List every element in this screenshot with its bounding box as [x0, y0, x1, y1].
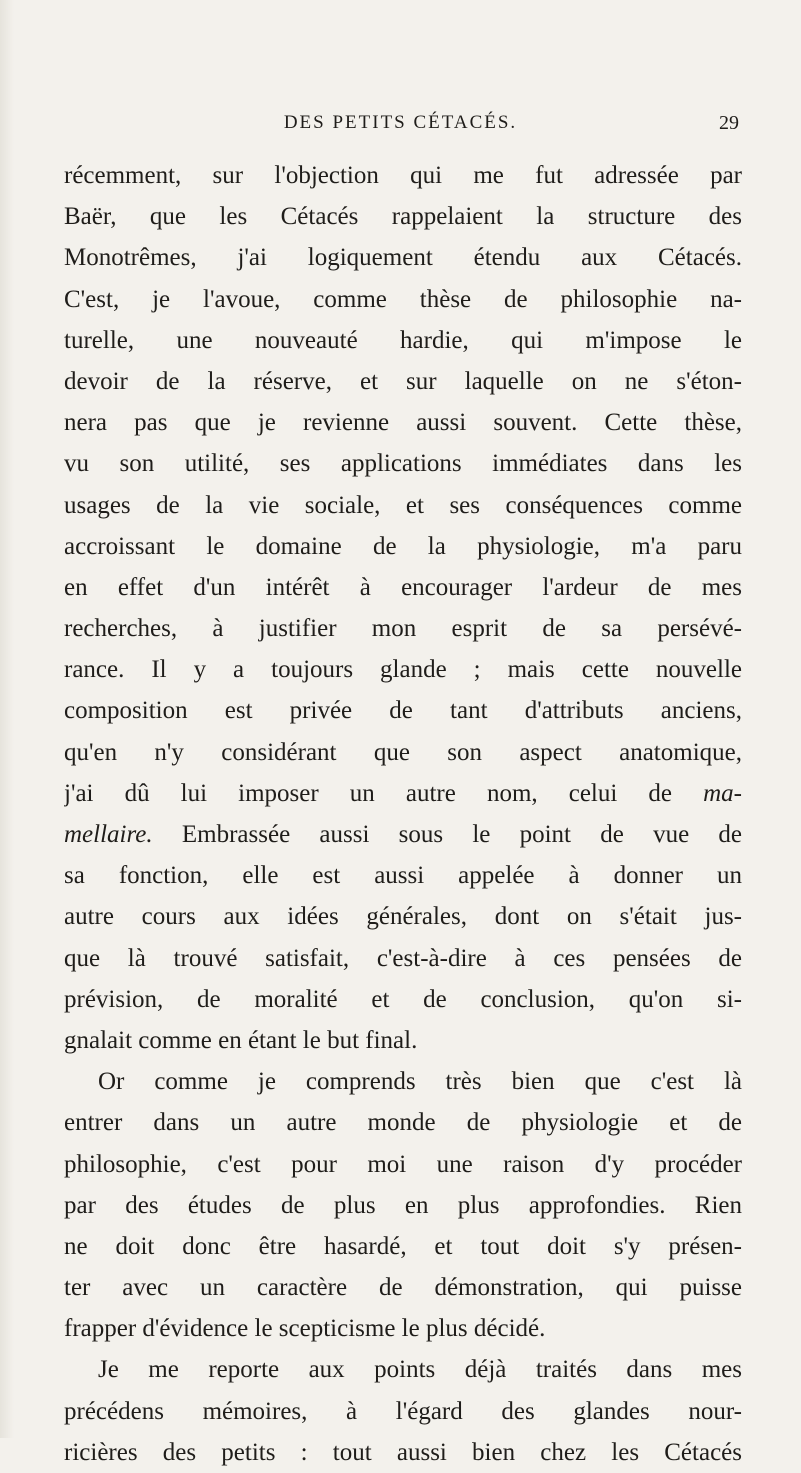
text-line: [64, 814, 742, 855]
text-run: par des études de plus en plus approfondies. Rien: [64, 1191, 742, 1219]
text-line: [64, 732, 742, 773]
text-run: ne doit donc être hasardé, et tout doit s'y présen-: [64, 1232, 742, 1260]
text-run: usages de la vie sociale, et ses conséquences comme: [64, 491, 742, 519]
text-line: [64, 443, 742, 484]
text-run: récemment, sur l'objection qui me fut adressée par: [64, 162, 742, 189]
text-run: prévision, de moralité et de conclusion, qu'on si-: [64, 985, 742, 1013]
italic-term: mellaire.: [64, 821, 153, 848]
text-run: Monotrêmes, j'ai logiquement étendu aux Cétacés.: [64, 244, 742, 272]
text-run: ricières des petits : tout aussi bien chez les Cétacés: [64, 1438, 742, 1466]
text-line: [64, 896, 742, 937]
page-number: 29: [719, 112, 739, 134]
text-line: [64, 279, 742, 320]
text-line: [64, 320, 742, 361]
body-text: [64, 155, 742, 1473]
text-run: devoir de la réserve, et sur laquelle on ne s'éton-: [64, 367, 742, 395]
page-edge-shadow: [0, 0, 14, 1438]
text-line: [64, 608, 742, 649]
text-run: j'ai dû lui imposer un autre nom, celui de: [64, 779, 704, 807]
text-run: frapper d'évidence le scepticisme le plus décidé.: [64, 1315, 546, 1343]
text-line: [64, 938, 742, 979]
text-line: [64, 1308, 742, 1349]
text-run: philosophie, c'est pour moi une raison d'y procéder: [64, 1150, 742, 1178]
text-run: nera pas que je revienne aussi souvent. Cette thèse,: [64, 409, 742, 437]
text-line: [64, 402, 742, 443]
text-run: vu son utilité, ses applications immédiates dans les: [64, 450, 742, 478]
text-line: [64, 1267, 742, 1308]
text-line: [64, 1185, 742, 1226]
text-run: sa fonction, elle est aussi appelée à donner un: [64, 862, 742, 890]
text-run: en effet d'un intérêt à encourager l'ardeur de mes: [64, 573, 742, 601]
text-run: C'est, je l'avoue, comme thèse de philosophie na-: [64, 285, 742, 313]
text-line: [64, 1061, 742, 1102]
page-header: [0, 112, 801, 142]
text-run: précédens mémoires, à l'égard des glandes nour-: [64, 1397, 742, 1425]
text-run: rance. Il y a toujours glande ; mais cette nouvelle: [64, 656, 742, 684]
text-run: turelle, une nouveauté hardie, qui m'impose le: [64, 326, 742, 354]
text-run: Je me reporte aux points déjà traités dans mes: [98, 1356, 742, 1384]
text-line: [64, 1349, 742, 1390]
text-run: Or comme je comprends très bien que c'est là: [98, 1068, 742, 1096]
text-line: [64, 567, 742, 608]
text-run: ter avec un caractère de démonstration, qui puisse: [64, 1274, 742, 1302]
text-line: [64, 1226, 742, 1267]
text-run: autre cours aux idées générales, dont on s'était jus-: [64, 903, 742, 931]
text-line: [64, 649, 742, 690]
text-run: Baër, que les Cétacés rappelaient la structure des: [64, 203, 742, 231]
text-run: composition est privée de tant d'attributs anciens,: [64, 697, 742, 725]
text-line: [64, 1102, 742, 1143]
text-line: [64, 485, 742, 526]
italic-term: ma-: [703, 779, 742, 807]
text-line: [64, 526, 742, 567]
text-line: [64, 1020, 742, 1061]
text-run: gnalait comme en étant le but final.: [64, 1026, 418, 1054]
text-line: [64, 361, 742, 402]
text-line: [64, 1391, 742, 1432]
text-run: que là trouvé satisfait, c'est-à-dire à ces pensées de: [64, 944, 742, 972]
text-line: [64, 855, 742, 896]
text-run: entrer dans un autre monde de physiologie et de: [64, 1109, 742, 1137]
text-line: [64, 979, 742, 1020]
text-line: [64, 1144, 742, 1185]
text-line: [64, 690, 742, 731]
text-run: qu'en n'y considérant que son aspect anatomique,: [64, 738, 742, 766]
text-line: [64, 196, 742, 237]
text-run: Embrassée aussi sous le point de vue de: [152, 821, 742, 848]
text-line: [64, 773, 742, 814]
text-line: [64, 237, 742, 278]
running-title: DES PETITS CÉTACÉS.: [283, 112, 518, 133]
text-run: recherches, à justifier mon esprit de sa persévé-: [64, 615, 742, 643]
text-run: accroissant le domaine de la physiologie, m'a paru: [64, 532, 742, 560]
text-line: [64, 155, 742, 196]
